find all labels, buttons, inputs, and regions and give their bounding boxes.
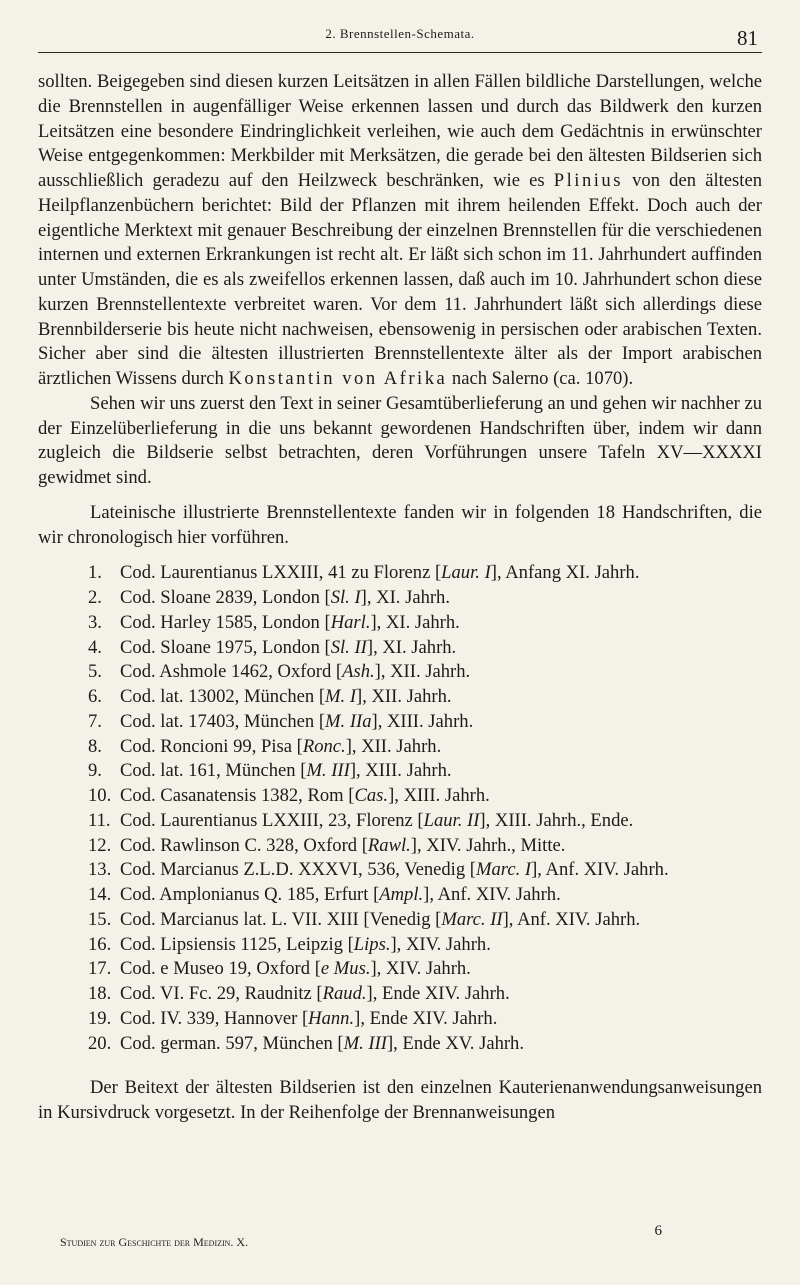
codex-item bbox=[38, 982, 762, 1007]
codex-item bbox=[38, 809, 762, 834]
codex-item bbox=[38, 685, 762, 710]
codex-sigil: e Mus. bbox=[320, 958, 371, 980]
codex-sigil: Raud. bbox=[322, 983, 367, 1004]
codex-number: 1. bbox=[88, 562, 102, 584]
codex-number: 6. bbox=[88, 686, 102, 707]
codex-sigil: Ronc. bbox=[302, 735, 346, 757]
codex-number: 7. bbox=[88, 710, 102, 732]
spacer bbox=[38, 491, 762, 501]
codex-number: 16. bbox=[88, 933, 112, 955]
codex-description: Cod. Laurentianus LXXIII, 41 zu Florenz [ bbox=[120, 562, 442, 584]
codex-sigil: Ash. bbox=[342, 661, 375, 683]
codex-date: ], XIII. Jahrh. bbox=[371, 710, 474, 732]
codex-description: Cod. Lipsiensis 1125, Leipzig [ bbox=[120, 933, 354, 955]
codex-item bbox=[38, 834, 762, 859]
codex-description: Cod. Roncioni 99, Pisa [ bbox=[120, 735, 303, 757]
codex-description: Cod. Laurentianus LXXIII, 23, Florenz [ bbox=[120, 809, 424, 831]
codex-description: Cod. german. 597, München [ bbox=[120, 1032, 344, 1054]
codex-item bbox=[38, 1032, 762, 1057]
codex-item bbox=[38, 957, 762, 982]
codex-number: 20. bbox=[88, 1032, 112, 1054]
codex-item bbox=[38, 858, 762, 883]
page-header bbox=[38, 22, 762, 48]
codex-item bbox=[38, 611, 762, 636]
codex-date: ], XI. Jahrh. bbox=[366, 636, 457, 658]
codex-number: 13. bbox=[88, 859, 112, 881]
codex-date: ], Ende XIV. Jahrh. bbox=[354, 1007, 498, 1029]
codex-item bbox=[38, 586, 762, 611]
codex-number: 14. bbox=[88, 884, 112, 905]
codex-item bbox=[38, 1007, 762, 1032]
codex-description: Cod. Rawlinson C. 328, Oxford [ bbox=[120, 834, 368, 856]
paragraph-3: Lateinische illustrierte Brennstellentexte fanden wir in folgenden 18 Handschriften, die wir chronologisch hier vorführen. bbox=[38, 501, 762, 548]
codex-number: 8. bbox=[88, 735, 102, 757]
codex-date: ], Anf. XIV. Jahrh. bbox=[423, 884, 561, 905]
codex-date: ], XII. Jahrh. bbox=[374, 661, 471, 683]
codex-item bbox=[38, 561, 762, 586]
codex-list bbox=[38, 561, 762, 1056]
codex-item bbox=[38, 908, 762, 933]
codex-item bbox=[38, 636, 762, 661]
codex-number: 18. bbox=[88, 983, 112, 1004]
codex-number: 15. bbox=[88, 908, 112, 930]
codex-description: Cod. Harley 1585, London [ bbox=[120, 611, 331, 633]
codex-sigil: Laur. II bbox=[423, 809, 480, 831]
codex-number: 17. bbox=[88, 958, 112, 980]
codex-number: 19. bbox=[88, 1007, 112, 1029]
codex-description: Cod. Casanatensis 1382, Rom [ bbox=[120, 785, 355, 806]
codex-date: ], Anfang XI. Jahrh. bbox=[490, 562, 640, 584]
codex-date: ], Anf. XIV. Jahrh. bbox=[502, 908, 641, 930]
codex-item bbox=[38, 735, 762, 760]
codex-date: ], Anf. XIV. Jahrh. bbox=[531, 859, 669, 881]
codex-sigil: M. I bbox=[325, 686, 357, 707]
paragraph-1-text-b: von den ältesten Heilpflanzenbüchern berichtet: Bild der Pflanzen mit ihrem heilenden Effekt. Doch auch der eigentliche Merktext mit genauer Beschreibung der einzelnen Brennstellen für die verschiedenen internen und externen Erkrankungen ist recht alt. Er läßt sich schon im 11. Jahrhundert auffinden unter Umständen, die es als zweifellos erkennen lassen, daß auch im 10. Jahrhundert schon diese kurzen Brennstellentexte verbreitet waren. Vor dem 11. Jahrhundert läßt sich allerdings diese Brennbilderserie bis heute nicht nachweisen, ebensowenig in persischen oder arabischen Texten. Sicher aber sind die ältesten illustrierten Brennstellentexte älter als der Import arabischen ärztlichen Wissens durch bbox=[38, 170, 762, 389]
codex-item bbox=[38, 660, 762, 685]
codex-date: ], XIII. Jahrh., Ende. bbox=[479, 809, 634, 831]
codex-number: 3. bbox=[88, 611, 102, 633]
codex-date: ], XIV. Jahrh. bbox=[390, 933, 491, 955]
paragraph-4: Der Beitext der ältesten Bildserien ist den einzelnen Kauterienanwendungsanweisungen in Kursivdruck vorgesetzt. In der Reihenfolge der Brennanweisungen bbox=[38, 1077, 762, 1123]
codex-description: Cod. IV. 339, Hannover [ bbox=[120, 1007, 309, 1029]
body-text bbox=[38, 70, 762, 1126]
codex-date: ], Ende XV. Jahrh. bbox=[386, 1032, 525, 1054]
codex-number: 12. bbox=[88, 834, 112, 856]
codex-number: 5. bbox=[88, 661, 102, 683]
codex-number: 2. bbox=[88, 587, 102, 608]
codex-sigil: M. IIa bbox=[325, 710, 372, 732]
codex-sigil: Harl. bbox=[330, 611, 371, 633]
codex-sigil: Marc. II bbox=[441, 908, 503, 930]
paragraph-1-text-c: nach Salerno (ca. 1070). bbox=[447, 368, 634, 389]
series-title: Studien zur Geschichte der Medizin. X. bbox=[60, 1235, 249, 1249]
codex-number: 11. bbox=[88, 809, 111, 831]
codex-sigil: Ampl. bbox=[379, 884, 424, 905]
codex-item bbox=[38, 883, 762, 908]
codex-sigil: Sl. II bbox=[330, 636, 367, 658]
codex-number: 9. bbox=[88, 760, 102, 782]
paragraph-1 bbox=[38, 70, 762, 392]
codex-description: Cod. Sloane 2839, London [ bbox=[120, 587, 331, 608]
codex-sigil: Lips. bbox=[353, 933, 391, 955]
codex-date: ], XII. Jahrh. bbox=[356, 686, 452, 707]
codex-description: Cod. Ashmole 1462, Oxford [ bbox=[120, 661, 343, 683]
codex-sigil: M. III bbox=[306, 760, 350, 782]
codex-description: Cod. e Museo 19, Oxford [ bbox=[120, 958, 321, 980]
codex-description: Cod. lat. 161, München [ bbox=[120, 760, 307, 782]
codex-date: ], XI. Jahrh. bbox=[370, 611, 460, 633]
codex-sigil: Marc. I bbox=[475, 859, 532, 881]
codex-description: Cod. Marcianus Z.L.D. XXXVI, 536, Venedig [ bbox=[120, 859, 476, 881]
paragraph-1-text-a: sollten. Beigegeben sind diesen kurzen Leitsätzen in allen Fällen bildliche Darstellungen, welche die Brennstellen in augenfälliger Weise erkennen lassen und durch das Bildwerk den kurzen Leitsätzen eine besondere Eindringlichkeit verleihen, wie auch dem Gedächtnis in erwünschter Weise entgegenkommen: Merkbilder mit Merksätzen, die gerade bei den ältesten Bildserien sich ausschließlich geradezu auf den Heilzweck beschränken, wie es bbox=[38, 71, 762, 191]
codex-sigil: Sl. I bbox=[330, 587, 361, 608]
codex-sigil: M. III bbox=[343, 1032, 387, 1054]
codex-description: Cod. Marcianus lat. L. VII. XIII [Venedig [ bbox=[120, 908, 442, 930]
codex-sigil: Laur. I bbox=[441, 562, 491, 584]
codex-description: Cod. lat. 17403, München [ bbox=[120, 710, 326, 732]
codex-date: ], XII. Jahrh. bbox=[345, 735, 442, 757]
codex-number: 4. bbox=[88, 636, 102, 658]
codex-description: Cod. Amplonianus Q. 185, Erfurt [ bbox=[120, 884, 380, 905]
codex-item bbox=[38, 784, 762, 809]
page-number: 81 bbox=[737, 26, 758, 50]
header-rule bbox=[38, 52, 762, 53]
codex-item bbox=[38, 759, 762, 784]
codex-item bbox=[38, 933, 762, 958]
codex-description: Cod. Sloane 1975, London [ bbox=[120, 636, 331, 658]
codex-sigil: Cas. bbox=[354, 785, 389, 806]
name-plinius: Plinius bbox=[553, 170, 623, 191]
name-konstantin: Konstantin von Afrika bbox=[228, 368, 448, 389]
codex-date: ], Ende XIV. Jahrh. bbox=[366, 983, 510, 1004]
codex-description: Cod. lat. 13002, München [ bbox=[120, 686, 326, 707]
paragraph-2: Sehen wir uns zuerst den Text in seiner Gesamtüberlieferung an und gehen wir nachher zu der Einzelüberlieferung in die uns bekannt gewordenen Handschriften über, indem wir dann zugleich die Bildserie selbst betrachten, deren Vorführungen unsere Tafeln XV—XXXXI gewidmet sind. bbox=[38, 392, 762, 488]
codex-sigil: Rawl. bbox=[367, 834, 411, 856]
codex-date: ], XIII. Jahrh. bbox=[349, 760, 452, 782]
codex-description: Cod. VI. Fc. 29, Raudnitz [ bbox=[120, 983, 323, 1004]
page-footer bbox=[60, 1223, 762, 1250]
codex-date: ], XIV. Jahrh. bbox=[370, 958, 471, 980]
codex-number: 10. bbox=[88, 785, 112, 806]
codex-item bbox=[38, 710, 762, 735]
codex-sigil: Hann. bbox=[308, 1007, 355, 1029]
codex-date: ], XIII. Jahrh. bbox=[388, 785, 490, 806]
running-head: 2. Brennstellen-Schemata. bbox=[325, 26, 475, 41]
codex-date: ], XIV. Jahrh., Mitte. bbox=[410, 834, 566, 856]
codex-date: ], XI. Jahrh. bbox=[360, 587, 450, 608]
signature-mark: 6 bbox=[654, 1223, 662, 1239]
